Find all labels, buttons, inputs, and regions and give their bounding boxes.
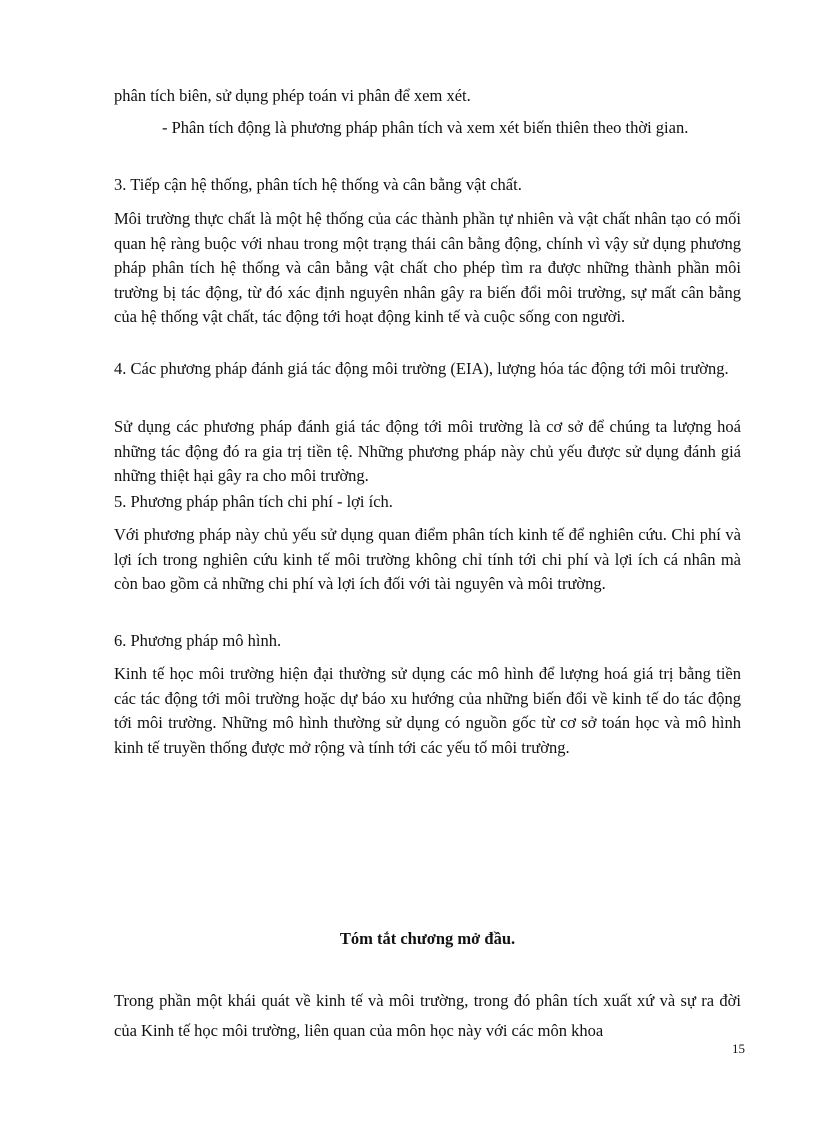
heading-eia-methods: 4. Các phương pháp đánh giá tác động môi trường (EIA), lượng hóa tác động tới môi trường. (114, 359, 729, 378)
paragraph-eia-methods: Sử dụng các phương pháp đánh giá tác động tới môi trường là cơ sở để chúng ta lượng hoá những tác động đó ra gia trị tiền tệ. Những phương pháp này chủ yếu được sử dụng đánh giá những thiệt hại gây ra cho môi trường. (114, 417, 741, 485)
paragraph-dynamic-analysis: - Phân tích động là phương pháp phân tích và xem xét biến thiên theo thời gian. (162, 118, 689, 137)
page-number: 15 (732, 1041, 745, 1056)
paragraph-systems-approach: Môi trường thực chất là một hệ thống của các thành phần tự nhiên và vật chất nhân tạo có mối quan hệ ràng buộc với nhau trong một trạng thái cân bằng động, chính vì vậy sử dụng phương pháp phân tích hệ thống và cân bằng vật chất cho phép tìm ra được những thành phần môi trường bị tác động, từ đó xác định nguyên nhân gây ra biến đổi môi trường, sự mất cân bằng của hệ thống vật chất, tác động tới hoạt động kinh tế và cuộc sống con người. (114, 209, 741, 326)
chapter-summary-title: Tóm tắt chương mở đầu. (339, 929, 516, 948)
heading-cost-benefit: 5. Phương pháp phân tích chi phí - lợi ích. (114, 492, 393, 511)
heading-modeling-method: 6. Phương pháp mô hình. (114, 631, 282, 650)
paragraph-modeling-method: Kinh tế học môi trường hiện đại thường sử dụng các mô hình để lượng hoá giá trị bằng tiền các tác động tới môi trường hoặc dự báo xu hướng của những biến đổi về kinh tế do tác động tới môi trường. Những mô hình thường sử dụng có nguồn gốc từ cơ sở toán học và mô hình kinh tế truyền thống được mở rộng và tính tới các yếu tố môi trường. (114, 664, 741, 757)
heading-systems-approach: 3. Tiếp cận hệ thống, phân tích hệ thống và cân bằng vật chất. (114, 175, 522, 194)
chapter-summary-paragraph: Trong phần một khái quát về kinh tế và môi trường, trong đó phân tích xuất xứ và sự ra đời của Kinh tế học môi trường, liên quan của môn học này với các môn khoa (114, 991, 741, 1040)
paragraph-marginal-analysis: phân tích biên, sử dụng phép toán vi phân để xem xét. (114, 86, 471, 105)
paragraph-cost-benefit: Với phương pháp này chủ yếu sử dụng quan điểm phân tích kinh tế để nghiên cứu. Chi phí và lợi ích trong nghiên cứu kinh tế môi trường không chỉ tính tới chi phí và lợi ích cá nhân mà còn bao gồm cả những chi phí và lợi ích đối với tài nguyên và môi trường. (114, 525, 741, 593)
